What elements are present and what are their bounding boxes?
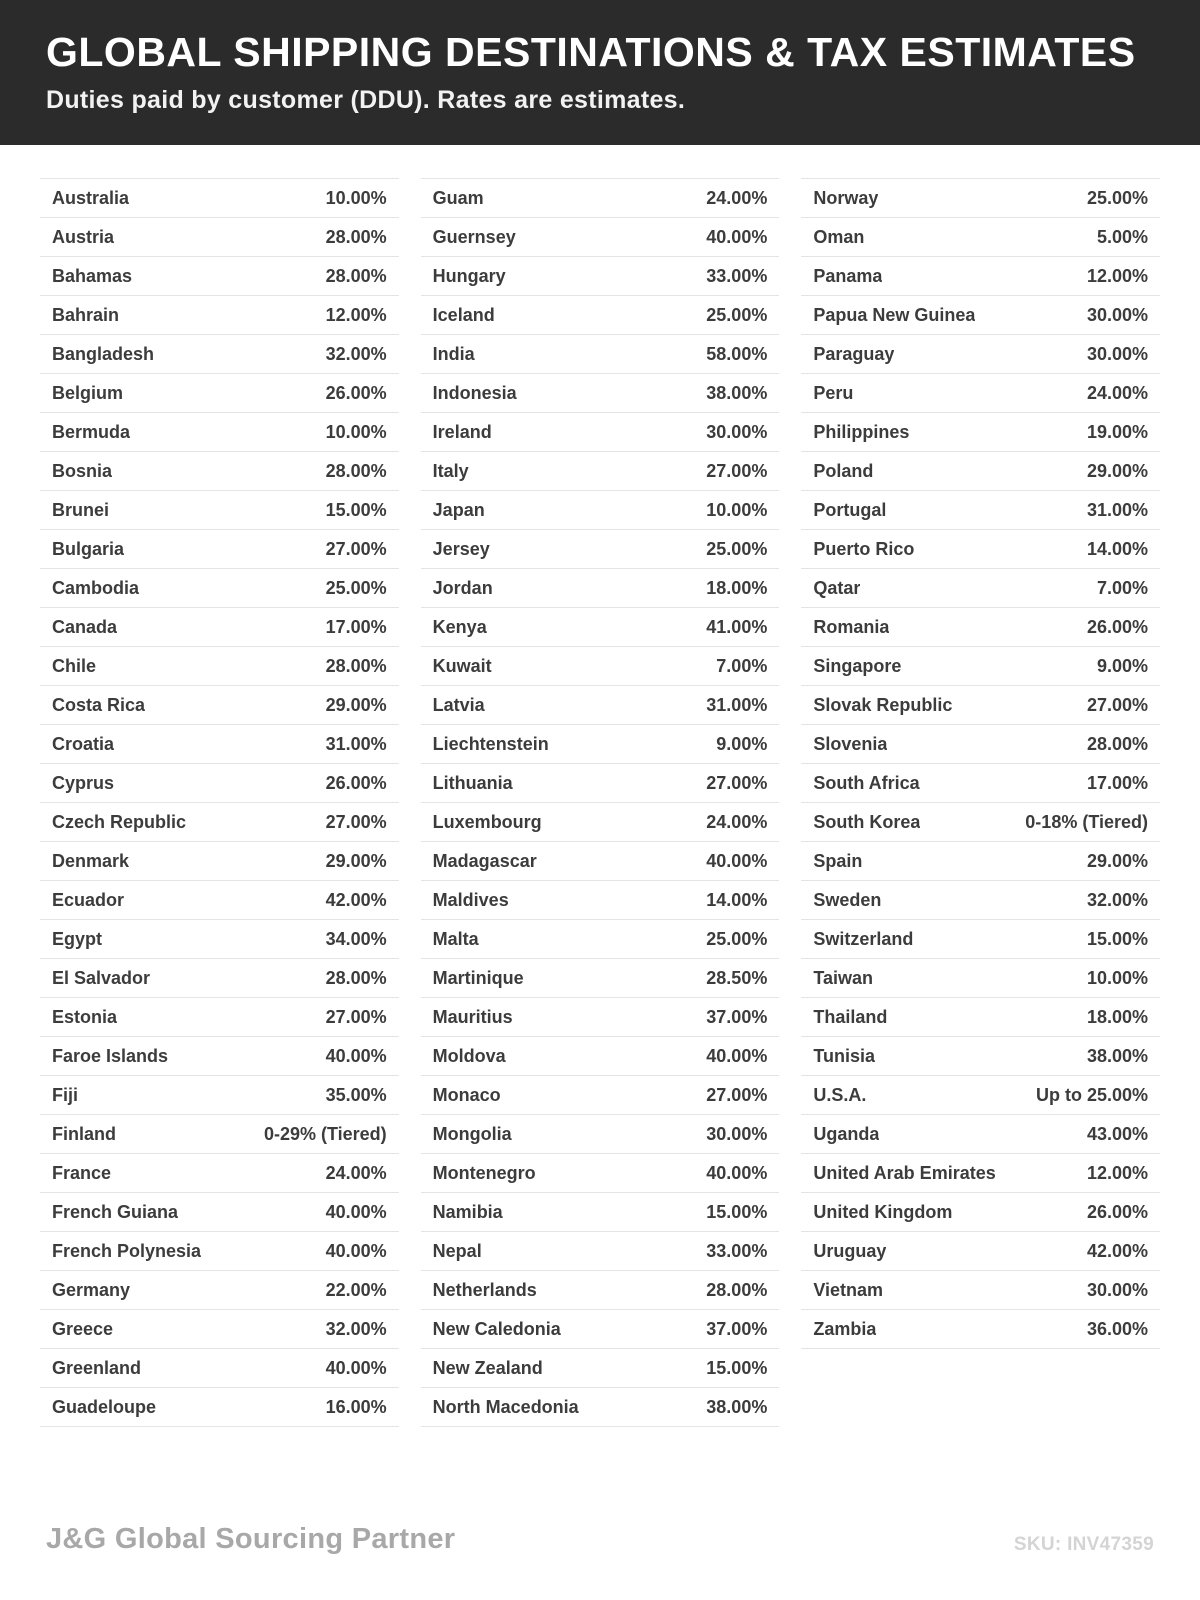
tax-rate: 32.00%	[1086, 889, 1149, 910]
table-row	[421, 686, 780, 725]
tax-rate: 15.00%	[706, 1357, 768, 1378]
country-name: Faroe Islands	[52, 1045, 169, 1066]
table-row	[801, 1193, 1160, 1232]
tax-rate: 31.00%	[325, 733, 387, 754]
table-row	[40, 647, 399, 686]
table-row	[801, 413, 1160, 452]
table-row	[421, 725, 780, 764]
tax-rate: 40.00%	[325, 1201, 387, 1222]
tax-rate: 32.00%	[325, 1318, 387, 1339]
country-name: Indonesia	[432, 382, 517, 403]
table-row	[421, 491, 780, 530]
tax-rate: 38.00%	[706, 1396, 768, 1417]
country-name: Puerto Rico	[813, 538, 915, 559]
country-name: Mauritius	[432, 1006, 513, 1027]
tax-rate: 30.00%	[1086, 1279, 1149, 1300]
tax-rate: Up to 25.00%	[1035, 1084, 1149, 1105]
tax-rate: 28.00%	[706, 1279, 768, 1300]
country-name: Denmark	[52, 850, 130, 871]
country-name: Bahrain	[52, 304, 120, 325]
table-row	[40, 1076, 399, 1115]
tax-rate: 29.00%	[325, 694, 387, 715]
table-row	[801, 881, 1160, 920]
tax-rate: 24.00%	[706, 811, 768, 832]
country-name: Latvia	[432, 694, 485, 715]
tax-rate: 26.00%	[325, 772, 387, 793]
country-name: Vietnam	[813, 1279, 884, 1300]
country-name: Ireland	[432, 421, 492, 442]
table-row	[40, 608, 399, 647]
country-name: India	[432, 343, 475, 364]
country-name: Japan	[432, 499, 485, 520]
table-row	[421, 1232, 780, 1271]
table-row	[40, 842, 399, 881]
table-row	[421, 1388, 780, 1427]
table-row	[801, 1076, 1160, 1115]
tax-rate: 30.00%	[706, 1123, 768, 1144]
tax-rate: 40.00%	[325, 1357, 387, 1378]
country-name: Bangladesh	[52, 343, 155, 364]
tax-rate: 40.00%	[325, 1045, 387, 1066]
table-row	[801, 1154, 1160, 1193]
country-name: France	[52, 1162, 112, 1183]
country-name: Italy	[432, 460, 469, 481]
country-name: Oman	[813, 226, 865, 247]
table-row	[801, 998, 1160, 1037]
tax-rate: 14.00%	[1086, 538, 1149, 559]
header-banner	[0, 0, 1200, 145]
country-name: North Macedonia	[432, 1396, 579, 1417]
table-row	[801, 842, 1160, 881]
footer	[0, 1523, 1200, 1600]
table-row	[40, 1349, 399, 1388]
country-name: United Arab Emirates	[813, 1162, 996, 1183]
tax-rate: 16.00%	[325, 1396, 387, 1417]
tax-rate: 30.00%	[1086, 304, 1149, 325]
country-name: Guernsey	[432, 226, 516, 247]
table-row	[40, 1154, 399, 1193]
tax-rate: 33.00%	[706, 265, 768, 286]
tax-rate: 38.00%	[1086, 1045, 1149, 1066]
table-row	[421, 647, 780, 686]
table-row	[801, 491, 1160, 530]
tax-rate: 25.00%	[706, 538, 768, 559]
tax-rate: 28.00%	[325, 265, 387, 286]
tax-rate: 27.00%	[706, 1084, 768, 1105]
tax-rate: 38.00%	[706, 382, 768, 403]
country-name: Tunisia	[813, 1045, 876, 1066]
tax-rate: 58.00%	[706, 343, 768, 364]
table-row	[40, 959, 399, 998]
tax-rate: 5.00%	[1096, 226, 1149, 247]
table-row	[801, 686, 1160, 725]
tax-rate: 29.00%	[1086, 850, 1149, 871]
tax-rate: 33.00%	[706, 1240, 768, 1261]
country-name: Bermuda	[52, 421, 131, 442]
country-name: Poland	[813, 460, 874, 481]
tax-rate: 28.00%	[325, 967, 387, 988]
table-row	[40, 1193, 399, 1232]
country-name: Belgium	[52, 382, 124, 403]
country-name: Guam	[432, 187, 484, 208]
tax-rate: 43.00%	[1086, 1123, 1149, 1144]
country-name: Liechtenstein	[432, 733, 549, 754]
tax-rate: 40.00%	[706, 1045, 768, 1066]
tax-rate: 40.00%	[706, 226, 768, 247]
country-name: Thailand	[813, 1006, 888, 1027]
country-name: Uruguay	[813, 1240, 887, 1261]
table-row	[801, 608, 1160, 647]
table-row	[421, 803, 780, 842]
table-row	[40, 491, 399, 530]
country-name: U.S.A.	[813, 1084, 867, 1105]
table-row	[421, 1310, 780, 1349]
country-name: Bahamas	[52, 265, 133, 286]
table-row	[421, 998, 780, 1037]
country-name: Kenya	[432, 616, 487, 637]
country-name: Slovenia	[813, 733, 888, 754]
tax-rate: 24.00%	[1086, 382, 1149, 403]
table-row	[801, 959, 1160, 998]
country-name: Norway	[813, 187, 879, 208]
table-row	[421, 335, 780, 374]
tax-rate: 27.00%	[325, 811, 387, 832]
tax-rate: 10.00%	[325, 187, 387, 208]
tax-rate: 18.00%	[1086, 1006, 1149, 1027]
table-row	[421, 608, 780, 647]
sku-label: SKU: INV47359	[1013, 1534, 1154, 1555]
country-name: Taiwan	[813, 967, 874, 988]
country-name: Croatia	[52, 733, 115, 754]
page-subtitle: Duties paid by customer (DDU). Rates are estimates.	[46, 85, 686, 114]
table-row	[801, 647, 1160, 686]
tax-rate: 31.00%	[706, 694, 768, 715]
tax-rate: 35.00%	[325, 1084, 387, 1105]
tax-rate: 32.00%	[325, 343, 387, 364]
country-name: Mongolia	[432, 1123, 512, 1144]
country-name: Australia	[52, 187, 130, 208]
country-name: El Salvador	[52, 967, 151, 988]
country-name: Qatar	[813, 577, 861, 598]
country-name: Austria	[52, 226, 115, 247]
tax-rate: 26.00%	[1086, 616, 1149, 637]
table-row	[421, 218, 780, 257]
table-row	[801, 1115, 1160, 1154]
country-name: Namibia	[432, 1201, 503, 1222]
tax-rate: 15.00%	[325, 499, 387, 520]
tax-rate: 28.50%	[706, 967, 768, 988]
table-row	[40, 335, 399, 374]
country-name: Chile	[52, 655, 97, 676]
country-name: Malta	[432, 928, 479, 949]
table-row	[40, 257, 399, 296]
country-name: Kuwait	[432, 655, 492, 676]
country-name: Ecuador	[52, 889, 125, 910]
country-name: Montenegro	[432, 1162, 536, 1183]
table-row	[421, 1349, 780, 1388]
table-row	[40, 803, 399, 842]
table-row	[421, 1193, 780, 1232]
country-name: Hungary	[432, 265, 506, 286]
tax-rate: 17.00%	[1086, 772, 1149, 793]
tax-rate: 25.00%	[1086, 187, 1149, 208]
tax-rate: 40.00%	[325, 1240, 387, 1261]
tax-rate: 10.00%	[706, 499, 768, 520]
country-name: Fiji	[52, 1084, 78, 1105]
table-row	[40, 725, 399, 764]
tax-rate: 25.00%	[325, 577, 387, 598]
tax-rate: 25.00%	[706, 928, 768, 949]
brand-name: J&G Global Sourcing Partner	[46, 1523, 456, 1555]
country-name: Maldives	[432, 889, 509, 910]
table-row	[421, 1037, 780, 1076]
tax-rate: 40.00%	[706, 850, 768, 871]
table-row	[801, 335, 1160, 374]
table-row	[40, 530, 399, 569]
tax-rate: 29.00%	[1086, 460, 1149, 481]
tax-rate: 42.00%	[325, 889, 387, 910]
tax-rate: 28.00%	[1086, 733, 1149, 754]
country-name: Egypt	[52, 928, 103, 949]
page-title: GLOBAL SHIPPING DESTINATIONS & TAX ESTIMATES	[46, 29, 1136, 76]
table-row	[801, 1037, 1160, 1076]
table-row	[801, 179, 1160, 218]
country-name: Bosnia	[52, 460, 113, 481]
country-name: Guadeloupe	[52, 1396, 157, 1417]
table-row	[40, 1037, 399, 1076]
table-row	[40, 1271, 399, 1310]
table-row	[801, 803, 1160, 842]
table-row	[801, 1232, 1160, 1271]
tax-rate: 7.00%	[1096, 577, 1149, 598]
tax-rate: 37.00%	[706, 1318, 768, 1339]
tax-rate: 7.00%	[716, 655, 768, 676]
country-name: Romania	[813, 616, 890, 637]
country-name: Germany	[52, 1279, 131, 1300]
country-name: Jordan	[432, 577, 493, 598]
tax-rate: 12.00%	[1086, 265, 1149, 286]
table-row	[801, 764, 1160, 803]
rate-column-3	[801, 178, 1160, 1349]
table-row	[40, 218, 399, 257]
table-row	[421, 569, 780, 608]
tax-rate: 27.00%	[325, 1006, 387, 1027]
tax-rate: 15.00%	[706, 1201, 768, 1222]
tax-rate: 30.00%	[706, 421, 768, 442]
country-name: Singapore	[813, 655, 902, 676]
table-row	[421, 1271, 780, 1310]
country-name: Portugal	[813, 499, 887, 520]
table-row	[421, 296, 780, 335]
tax-rate: 17.00%	[325, 616, 387, 637]
table-row	[421, 842, 780, 881]
table-row	[801, 725, 1160, 764]
rates-table	[0, 145, 1200, 1427]
table-row	[801, 920, 1160, 959]
tax-rate: 24.00%	[325, 1162, 387, 1183]
tax-rate: 0-29% (Tiered)	[263, 1123, 387, 1144]
country-name: Monaco	[432, 1084, 501, 1105]
tax-rate: 18.00%	[706, 577, 768, 598]
tax-rate: 31.00%	[1086, 499, 1149, 520]
table-row	[40, 998, 399, 1037]
country-name: United Kingdom	[813, 1201, 953, 1222]
tax-rate: 25.00%	[706, 304, 768, 325]
tax-rate: 27.00%	[706, 460, 768, 481]
tax-rate: 9.00%	[1096, 655, 1149, 676]
table-row	[421, 764, 780, 803]
table-row	[801, 1271, 1160, 1310]
table-row	[40, 452, 399, 491]
country-name: Philippines	[813, 421, 910, 442]
country-name: Cyprus	[52, 772, 115, 793]
country-name: Papua New Guinea	[813, 304, 976, 325]
table-row	[40, 686, 399, 725]
country-name: Nepal	[432, 1240, 482, 1261]
tax-rate: 34.00%	[325, 928, 387, 949]
tax-rate: 24.00%	[706, 187, 768, 208]
tax-rate: 29.00%	[325, 850, 387, 871]
tax-rate: 19.00%	[1086, 421, 1149, 442]
country-name: Estonia	[52, 1006, 118, 1027]
tax-rate: 26.00%	[1086, 1201, 1149, 1222]
tax-rate: 28.00%	[325, 226, 387, 247]
table-row	[421, 374, 780, 413]
tax-rate: 36.00%	[1086, 1318, 1149, 1339]
country-name: Czech Republic	[52, 811, 187, 832]
country-name: Paraguay	[813, 343, 895, 364]
table-row	[40, 1388, 399, 1427]
table-row	[421, 179, 780, 218]
table-row	[421, 1115, 780, 1154]
table-row	[421, 959, 780, 998]
table-row	[421, 413, 780, 452]
table-row	[421, 452, 780, 491]
table-row	[801, 257, 1160, 296]
country-name: Greenland	[52, 1357, 142, 1378]
tax-rate: 41.00%	[706, 616, 768, 637]
country-name: Switzerland	[813, 928, 914, 949]
country-name: French Guiana	[52, 1201, 179, 1222]
table-row	[40, 764, 399, 803]
table-row	[421, 881, 780, 920]
country-name: Moldova	[432, 1045, 506, 1066]
rate-column-1	[40, 178, 399, 1427]
table-row	[421, 920, 780, 959]
table-row	[801, 296, 1160, 335]
country-name: Cambodia	[52, 577, 140, 598]
table-row	[801, 374, 1160, 413]
table-row	[40, 179, 399, 218]
table-row	[40, 296, 399, 335]
table-row	[801, 1310, 1160, 1349]
country-name: Costa Rica	[52, 694, 146, 715]
country-name: South Africa	[813, 772, 920, 793]
tax-rate: 15.00%	[1086, 928, 1149, 949]
country-name: Spain	[813, 850, 863, 871]
tax-rate: 27.00%	[706, 772, 768, 793]
table-row	[421, 1076, 780, 1115]
table-row	[40, 920, 399, 959]
table-row	[40, 374, 399, 413]
country-name: Brunei	[52, 499, 110, 520]
rate-column-2	[421, 178, 780, 1427]
tax-rate: 9.00%	[716, 733, 768, 754]
country-name: Uganda	[813, 1123, 880, 1144]
tax-rate: 30.00%	[1086, 343, 1149, 364]
country-name: Canada	[52, 616, 118, 637]
country-name: Greece	[52, 1318, 114, 1339]
country-name: Panama	[813, 265, 883, 286]
table-row	[40, 1232, 399, 1271]
table-row	[40, 569, 399, 608]
tax-rate: 26.00%	[325, 382, 387, 403]
tax-rate: 0-18% (Tiered)	[1025, 811, 1149, 832]
country-name: Finland	[52, 1123, 116, 1144]
country-name: French Polynesia	[52, 1240, 202, 1261]
table-row	[801, 452, 1160, 491]
tax-rate: 10.00%	[1086, 967, 1149, 988]
country-name: Lithuania	[432, 772, 513, 793]
tax-rate: 37.00%	[706, 1006, 768, 1027]
country-name: Sweden	[813, 889, 882, 910]
country-name: Madagascar	[432, 850, 537, 871]
country-name: Zambia	[813, 1318, 877, 1339]
tax-rate: 27.00%	[1086, 694, 1149, 715]
tax-rate: 12.00%	[325, 304, 387, 325]
table-row	[421, 257, 780, 296]
table-row	[40, 1115, 399, 1154]
table-row	[40, 413, 399, 452]
country-name: Jersey	[432, 538, 490, 559]
tax-rate: 10.00%	[325, 421, 387, 442]
table-row	[40, 1310, 399, 1349]
country-name: Peru	[813, 382, 854, 403]
tax-rate: 22.00%	[325, 1279, 387, 1300]
tax-rate: 40.00%	[706, 1162, 768, 1183]
tax-rate: 28.00%	[325, 655, 387, 676]
table-row	[421, 530, 780, 569]
table-row	[40, 881, 399, 920]
tax-rate: 27.00%	[325, 538, 387, 559]
country-name: Iceland	[432, 304, 495, 325]
tax-rate: 28.00%	[325, 460, 387, 481]
country-name: Bulgaria	[52, 538, 125, 559]
country-name: Netherlands	[432, 1279, 537, 1300]
tax-rate: 12.00%	[1086, 1162, 1149, 1183]
country-name: New Caledonia	[432, 1318, 561, 1339]
country-name: Slovak Republic	[813, 694, 953, 715]
country-name: South Korea	[813, 811, 921, 832]
table-row	[801, 569, 1160, 608]
tax-rate: 14.00%	[706, 889, 768, 910]
table-row	[801, 530, 1160, 569]
table-row	[421, 1154, 780, 1193]
country-name: New Zealand	[432, 1357, 543, 1378]
country-name: Martinique	[432, 967, 524, 988]
table-row	[801, 218, 1160, 257]
country-name: Luxembourg	[432, 811, 542, 832]
tax-rate: 42.00%	[1086, 1240, 1149, 1261]
